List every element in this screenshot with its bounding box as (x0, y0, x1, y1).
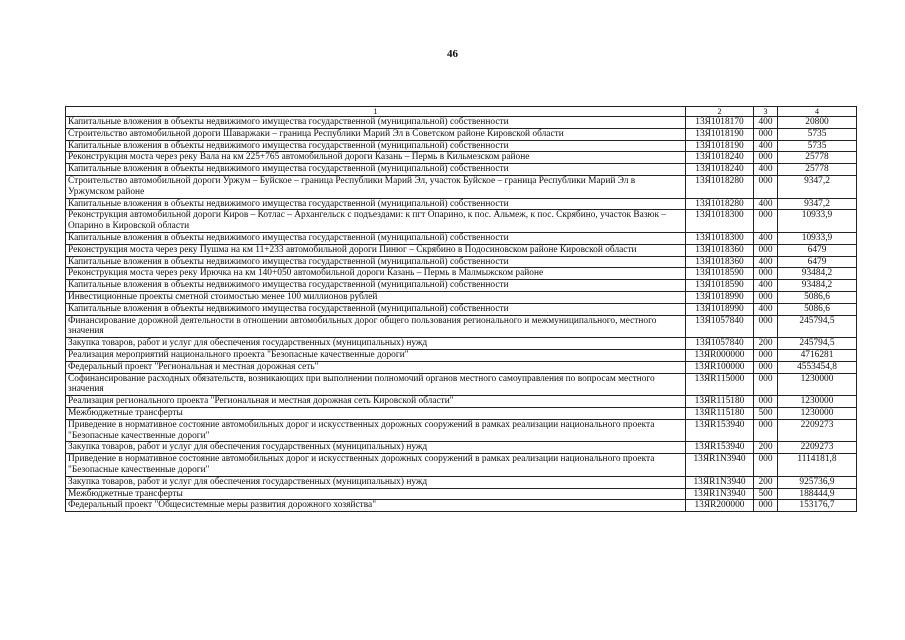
column-header-sum: 4 (778, 107, 857, 117)
row-sum-cell: 2209273 (778, 419, 857, 442)
row-sum-cell: 25778 (778, 152, 857, 164)
table-row (66, 291, 857, 303)
row-sum-cell: 1114181,8 (778, 454, 857, 477)
row-code-cell: 13Я1018280 (686, 198, 754, 210)
row-type-cell: 000 (754, 373, 778, 396)
row-type-cell: 400 (754, 232, 778, 244)
row-sum-cell: 245794,5 (778, 315, 857, 338)
table-row (66, 442, 857, 454)
row-type-cell: 000 (754, 315, 778, 338)
row-name-cell: Приведение в нормативное состояние автомобильных дорог и искусственных дорожных сооружений в рамках реализации национального проекта "Безопасные качественные дороги" (66, 419, 686, 442)
row-name-cell: Закупка товаров, работ и услуг для обеспечения государственных (муниципальных) нужд (66, 442, 686, 454)
row-type-cell: 200 (754, 442, 778, 454)
row-type-cell: 000 (754, 291, 778, 303)
row-code-cell: 13Я1057840 (686, 315, 754, 338)
table-row (66, 175, 857, 198)
row-name-cell: Реконструкция автомобильной дороги Киров – Котлас – Архангельск с подъездами: к пгт Опарино, к пос. Альмеж, к пос. Скрябино, участок Вазюк – Опарино в Кировской области (66, 210, 686, 233)
row-type-cell: 400 (754, 198, 778, 210)
row-name-cell: Капитальные вложения в объекты недвижимого имущества государственной (муниципальной) собственности (66, 140, 686, 152)
row-code-cell: 13ЯR115180 (686, 407, 754, 419)
row-name-cell: Капитальные вложения в объекты недвижимого имущества государственной (муниципальной) собственности (66, 256, 686, 268)
row-sum-cell: 153176,7 (778, 500, 857, 512)
table-row (66, 500, 857, 512)
row-code-cell: 13Я1057840 (686, 338, 754, 350)
row-sum-cell: 9347,2 (778, 175, 857, 198)
row-name-cell: Капитальные вложения в объекты недвижимого имущества государственной (муниципальной) собственности (66, 303, 686, 315)
row-type-cell: 000 (754, 454, 778, 477)
row-name-cell: Финансирование дорожной деятельности в отношении автомобильных дорог общего пользования регионального и межмуниципального, местного значения (66, 315, 686, 338)
row-name-cell: Капитальные вложения в объекты недвижимого имущества государственной (муниципальной) собственности (66, 198, 686, 210)
row-name-cell: Закупка товаров, работ и услуг для обеспечения государственных (муниципальных) нужд (66, 338, 686, 350)
column-header-name: 1 (66, 107, 686, 117)
row-name-cell: Капитальные вложения в объекты недвижимого имущества государственной (муниципальной) собственности (66, 280, 686, 292)
row-type-cell: 400 (754, 280, 778, 292)
row-type-cell: 000 (754, 152, 778, 164)
table-header-row (66, 107, 857, 117)
table-row (66, 210, 857, 233)
row-sum-cell: 93484,2 (778, 268, 857, 280)
row-code-cell: 13ЯR1N3940 (686, 454, 754, 477)
row-sum-cell: 10933,9 (778, 210, 857, 233)
table-row (66, 268, 857, 280)
row-type-cell: 500 (754, 407, 778, 419)
table-row (66, 198, 857, 210)
table-row (66, 419, 857, 442)
row-sum-cell: 1230000 (778, 396, 857, 408)
table-row (66, 117, 857, 129)
row-name-cell: Инвестиционные проекты сметной стоимостью менее 100 миллионов рублей (66, 291, 686, 303)
table-row (66, 338, 857, 350)
table-row (66, 303, 857, 315)
row-sum-cell: 6479 (778, 244, 857, 256)
budget-table (65, 106, 857, 512)
row-name-cell: Реконструкция моста через реку Вала на км 225+765 автомобильной дороги Казань – Пермь в Кильмезском районе (66, 152, 686, 164)
table-row (66, 407, 857, 419)
row-name-cell: Реализация регионального проекта "Региональная и местная дорожная сеть Кировской области" (66, 396, 686, 408)
row-code-cell: 13Я1018280 (686, 175, 754, 198)
row-type-cell: 400 (754, 164, 778, 176)
row-sum-cell: 10933,9 (778, 232, 857, 244)
row-code-cell: 13Я1018300 (686, 232, 754, 244)
page-number: 46 (447, 48, 458, 60)
row-type-cell: 000 (754, 210, 778, 233)
row-code-cell: 13Я1018990 (686, 291, 754, 303)
row-sum-cell: 6479 (778, 256, 857, 268)
row-type-cell: 200 (754, 476, 778, 488)
row-type-cell: 000 (754, 128, 778, 140)
table-row (66, 164, 857, 176)
table-row (66, 361, 857, 373)
row-sum-cell: 188444,9 (778, 488, 857, 500)
row-type-cell: 000 (754, 268, 778, 280)
row-name-cell: Закупка товаров, работ и услуг для обеспечения государственных (муниципальных) нужд (66, 476, 686, 488)
row-code-cell: 13Я1018240 (686, 164, 754, 176)
row-code-cell: 13Я1018190 (686, 140, 754, 152)
row-sum-cell: 5086,6 (778, 303, 857, 315)
row-name-cell: Капитальные вложения в объекты недвижимого имущества государственной (муниципальной) собственности (66, 117, 686, 129)
table-row (66, 256, 857, 268)
row-sum-cell: 2209273 (778, 442, 857, 454)
row-name-cell: Приведение в нормативное состояние автомобильных дорог и искусственных дорожных сооружений в рамках реализации национального проекта "Безопасные качественные дороги" (66, 454, 686, 477)
row-code-cell: 13Я1018590 (686, 280, 754, 292)
table-row (66, 454, 857, 477)
table-row (66, 396, 857, 408)
row-code-cell: 13ЯR200000 (686, 500, 754, 512)
row-code-cell: 13Я1018170 (686, 117, 754, 129)
row-sum-cell: 20800 (778, 117, 857, 129)
row-sum-cell: 25778 (778, 164, 857, 176)
row-sum-cell: 5735 (778, 128, 857, 140)
column-header-code: 2 (686, 107, 754, 117)
table-row (66, 349, 857, 361)
row-type-cell: 000 (754, 396, 778, 408)
table-row (66, 244, 857, 256)
row-code-cell: 13Я1018360 (686, 244, 754, 256)
row-type-cell: 400 (754, 140, 778, 152)
row-sum-cell: 5735 (778, 140, 857, 152)
row-sum-cell: 5086,6 (778, 291, 857, 303)
row-code-cell: 13ЯR000000 (686, 349, 754, 361)
row-type-cell: 400 (754, 303, 778, 315)
row-code-cell: 13Я1018990 (686, 303, 754, 315)
table-row (66, 140, 857, 152)
row-name-cell: Капитальные вложения в объекты недвижимого имущества государственной (муниципальной) собственности (66, 164, 686, 176)
row-name-cell: Софинансирование расходных обязательств, возникающих при выполнении полномочий органов местного самоуправления по вопросам местного значения (66, 373, 686, 396)
row-name-cell: Межбюджетные трансферты (66, 407, 686, 419)
row-code-cell: 13ЯR153940 (686, 419, 754, 442)
row-code-cell: 13Я1018300 (686, 210, 754, 233)
row-sum-cell: 93484,2 (778, 280, 857, 292)
row-type-cell: 000 (754, 419, 778, 442)
row-code-cell: 13Я1018590 (686, 268, 754, 280)
row-code-cell: 13Я1018190 (686, 128, 754, 140)
row-code-cell: 13ЯR115000 (686, 373, 754, 396)
row-type-cell: 000 (754, 500, 778, 512)
column-header-type: 3 (754, 107, 778, 117)
row-name-cell: Межбюджетные трансферты (66, 488, 686, 500)
row-sum-cell: 925736,9 (778, 476, 857, 488)
row-name-cell: Реконструкция моста через реку Пушма на км 11+233 автомобильной дороги Пинюг – Скрябино в Подосиновском районе Кировской области (66, 244, 686, 256)
row-name-cell: Строительство автомобильной дороги Шаваржаки – граница Республики Марий Эл в Советском районе Кировской области (66, 128, 686, 140)
table-row (66, 315, 857, 338)
row-name-cell: Строительство автомобильной дороги Уржум – Буйское – граница Республики Марий Эл, участок Буйское – граница Республики Марий Эл в Уржумском районе (66, 175, 686, 198)
row-type-cell: 000 (754, 175, 778, 198)
row-sum-cell: 9347,2 (778, 198, 857, 210)
table-row (66, 476, 857, 488)
row-code-cell: 13Я1018360 (686, 256, 754, 268)
row-name-cell: Федеральный проект "Общесистемные меры развития дорожного хозяйства" (66, 500, 686, 512)
row-name-cell: Федеральный проект "Региональная и местная дорожная сеть" (66, 361, 686, 373)
table-row (66, 280, 857, 292)
row-name-cell: Капитальные вложения в объекты недвижимого имущества государственной (муниципальной) собственности (66, 232, 686, 244)
row-code-cell: 13Я1018240 (686, 152, 754, 164)
row-type-cell: 000 (754, 349, 778, 361)
row-type-cell: 000 (754, 244, 778, 256)
row-code-cell: 13ЯR1N3940 (686, 476, 754, 488)
row-sum-cell: 1230000 (778, 407, 857, 419)
row-sum-cell: 245794,5 (778, 338, 857, 350)
table-row (66, 232, 857, 244)
row-sum-cell: 4553454,8 (778, 361, 857, 373)
row-type-cell: 500 (754, 488, 778, 500)
row-code-cell: 13ЯR115180 (686, 396, 754, 408)
row-code-cell: 13ЯR1N3940 (686, 488, 754, 500)
row-type-cell: 400 (754, 256, 778, 268)
row-code-cell: 13ЯR153940 (686, 442, 754, 454)
row-type-cell: 400 (754, 117, 778, 129)
row-sum-cell: 1230000 (778, 373, 857, 396)
row-name-cell: Реализация мероприятий национального проекта "Безопасные качественные дороги" (66, 349, 686, 361)
row-sum-cell: 4716281 (778, 349, 857, 361)
row-code-cell: 13ЯR100000 (686, 361, 754, 373)
table-row (66, 488, 857, 500)
row-name-cell: Реконструкция моста через реку Ирючка на км 140+050 автомобильной дороги Казань – Пермь в Малмыжском районе (66, 268, 686, 280)
row-type-cell: 000 (754, 361, 778, 373)
table-row (66, 373, 857, 396)
table-row (66, 152, 857, 164)
table-row (66, 128, 857, 140)
row-type-cell: 200 (754, 338, 778, 350)
